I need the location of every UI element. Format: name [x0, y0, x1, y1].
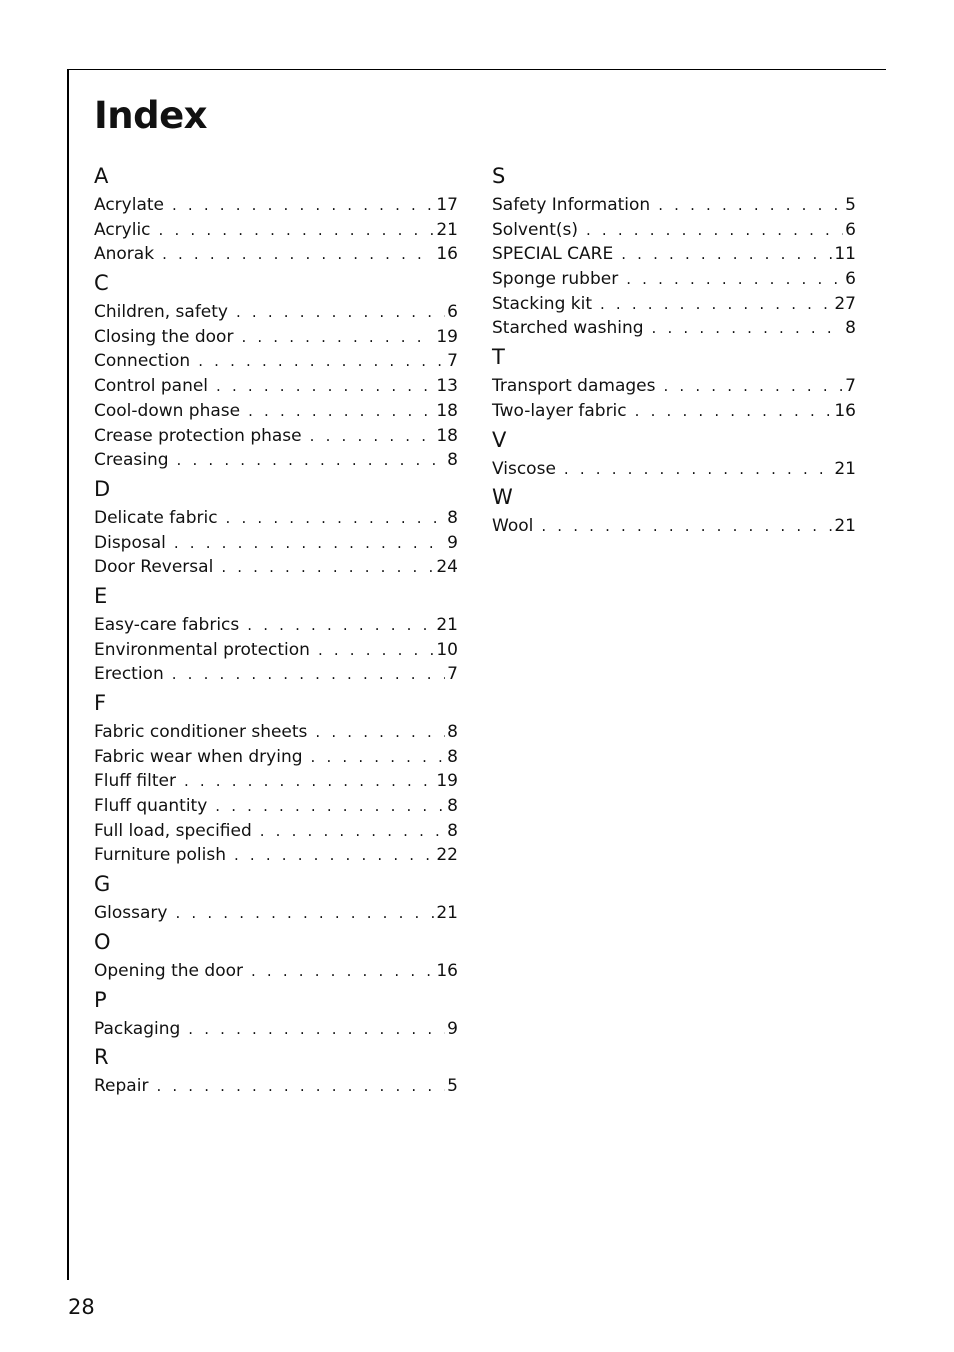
index-entry — [492, 193, 856, 218]
section-letter: F — [94, 691, 107, 715]
index-entry — [94, 638, 458, 663]
index-entry — [94, 193, 458, 218]
entry-term: Control panel — [94, 376, 209, 397]
dot-leader — [260, 819, 445, 844]
dot-leader — [172, 662, 445, 687]
index-entry — [94, 555, 458, 580]
index-section-f — [94, 691, 458, 868]
section-letter: C — [94, 271, 109, 296]
dot-leader — [221, 555, 434, 580]
entry-term: SPECIAL CARE — [492, 244, 614, 265]
dot-leader — [248, 399, 434, 424]
entry-page-number: 21 — [436, 614, 458, 635]
entry-term: Two-layer fabric — [492, 400, 627, 421]
entry-term: Transport damages — [492, 376, 656, 397]
index-section-s — [492, 164, 856, 341]
index-entry — [492, 242, 856, 267]
index-entry — [94, 901, 458, 926]
entry-term: Door Reversal — [94, 557, 214, 578]
entry-page-number: 7 — [845, 376, 856, 397]
dot-leader — [226, 506, 446, 531]
index-entry — [94, 218, 458, 243]
entry-term: Sponge rubber — [492, 269, 619, 290]
index-section-o — [94, 930, 458, 984]
index-section-g — [94, 872, 458, 926]
page-title: Index — [94, 94, 208, 137]
entry-term: Crease protection phase — [94, 425, 302, 446]
dot-leader — [652, 316, 844, 341]
entry-term: Cool-down phase — [94, 400, 241, 421]
dot-leader — [241, 325, 434, 350]
dot-leader — [177, 448, 446, 473]
dot-leader — [600, 292, 832, 317]
top-rule — [68, 69, 886, 70]
section-letter: A — [94, 164, 109, 188]
dot-leader — [188, 1017, 445, 1042]
index-entry — [94, 300, 458, 325]
dot-leader — [175, 901, 434, 926]
dot-leader — [564, 457, 832, 482]
dot-leader — [315, 720, 445, 745]
entry-page-number: 19 — [436, 326, 458, 347]
dot-leader — [318, 638, 434, 663]
entry-page-number: 5 — [447, 1076, 458, 1097]
entry-page-number: 8 — [447, 796, 458, 817]
entry-page-number: 9 — [447, 1018, 458, 1039]
dot-leader — [541, 514, 832, 539]
index-section-d — [94, 477, 458, 580]
index-entry — [94, 720, 458, 745]
entry-page-number: 18 — [436, 400, 458, 421]
dot-leader — [621, 242, 832, 267]
dot-leader — [310, 424, 435, 449]
entry-term: Viscose — [492, 458, 556, 479]
entry-page-number: 7 — [447, 351, 458, 372]
index-section-a — [94, 164, 458, 267]
entry-term: Easy-care fabrics — [94, 614, 240, 635]
index-section-e — [94, 584, 458, 687]
entry-term: Delicate fabric — [94, 507, 218, 528]
index-entry — [94, 613, 458, 638]
entry-page-number: 16 — [436, 244, 458, 265]
dot-leader — [251, 959, 434, 984]
index-entry — [94, 399, 458, 424]
index-section-w — [492, 485, 856, 539]
index-entry — [94, 843, 458, 868]
index-entry — [492, 218, 856, 243]
index-entry — [492, 457, 856, 482]
entry-term: Starched washing — [492, 318, 644, 339]
entry-page-number: 8 — [447, 507, 458, 528]
index-entry — [492, 514, 856, 539]
entry-term: Acrylate — [94, 195, 164, 215]
entry-term: Full load, specified — [94, 820, 252, 841]
entry-page-number: 17 — [436, 195, 458, 215]
entry-page-number: 9 — [447, 532, 458, 553]
entry-page-number: 7 — [447, 664, 458, 685]
index-entry — [94, 325, 458, 350]
dot-leader — [184, 769, 434, 794]
dot-leader — [626, 267, 843, 292]
entry-term: Creasing — [94, 450, 169, 471]
entry-page-number: 16 — [436, 960, 458, 981]
entry-page-number: 8 — [447, 450, 458, 471]
entry-term: Environmental protection — [94, 639, 310, 660]
entry-page-number: 6 — [845, 219, 856, 240]
entry-page-number: 10 — [436, 639, 458, 660]
entry-page-number: 21 — [436, 903, 458, 924]
index-entry — [94, 662, 458, 687]
entry-page-number: 21 — [834, 458, 856, 479]
entry-term: Glossary — [94, 903, 168, 924]
section-letter: E — [94, 583, 108, 608]
entry-term: Children, safety — [94, 302, 228, 323]
section-letter: P — [94, 987, 107, 1012]
entry-term: Wool — [492, 516, 534, 537]
section-letter: G — [94, 872, 111, 897]
dot-leader — [216, 374, 434, 399]
index-section-t — [492, 345, 856, 423]
entry-page-number: 27 — [834, 293, 856, 314]
entry-term: Fluff quantity — [94, 796, 208, 817]
entry-page-number: 21 — [436, 219, 458, 240]
entry-page-number: 8 — [447, 722, 458, 742]
dot-leader — [174, 531, 445, 556]
entry-page-number: 13 — [436, 376, 458, 397]
entry-page-number: 5 — [845, 195, 856, 215]
entry-term: Erection — [94, 664, 164, 685]
entry-term: Repair — [94, 1076, 149, 1097]
entry-term: Connection — [94, 351, 191, 372]
entry-page-number: 11 — [834, 244, 856, 265]
section-letter: T — [492, 345, 505, 370]
index-entry — [94, 448, 458, 473]
dot-leader — [663, 374, 843, 399]
index-entry — [94, 1017, 458, 1042]
dot-leader — [162, 242, 434, 267]
entry-page-number: 18 — [436, 425, 458, 446]
dot-leader — [215, 794, 445, 819]
index-section-r — [94, 1045, 458, 1099]
index-entry — [492, 267, 856, 292]
entry-term: Disposal — [94, 532, 166, 553]
index-entry — [94, 424, 458, 449]
dot-leader — [234, 843, 434, 868]
entry-page-number: 8 — [447, 746, 458, 767]
entry-page-number: 22 — [436, 845, 458, 866]
entry-term: Opening the door — [94, 960, 243, 981]
index-entry — [94, 794, 458, 819]
dot-leader — [172, 193, 434, 218]
index-entry — [94, 1074, 458, 1099]
entry-term: Anorak — [94, 244, 155, 265]
entry-term: Acrylic — [94, 219, 151, 240]
index-entry — [94, 506, 458, 531]
index-entry — [492, 316, 856, 341]
section-letter: R — [94, 1045, 109, 1070]
dot-leader — [635, 399, 833, 424]
section-letter: D — [94, 476, 111, 501]
section-letter: O — [94, 929, 111, 954]
left-margin-rule — [67, 69, 69, 1280]
index-entry — [94, 531, 458, 556]
entry-page-number: 24 — [436, 557, 458, 578]
index-entry — [94, 349, 458, 374]
index-entry — [94, 959, 458, 984]
index-section-v — [492, 428, 856, 482]
entry-term: Closing the door — [94, 326, 234, 347]
entry-term: Fabric wear when drying — [94, 746, 303, 767]
index-column-right — [492, 160, 856, 539]
entry-term: Fabric conditioner sheets — [94, 722, 308, 742]
entry-page-number: 6 — [447, 302, 458, 323]
dot-leader — [156, 1074, 445, 1099]
entry-term: Stacking kit — [492, 293, 592, 314]
entry-page-number: 21 — [834, 516, 856, 537]
dot-leader — [236, 300, 445, 325]
index-entry — [94, 242, 458, 267]
index-entry — [94, 819, 458, 844]
index-section-c — [94, 271, 458, 473]
entry-page-number: 19 — [436, 771, 458, 792]
index-column-left — [94, 160, 458, 1099]
dot-leader — [159, 218, 435, 243]
dot-leader — [586, 218, 843, 243]
entry-page-number: 6 — [845, 269, 856, 290]
dot-leader — [198, 349, 445, 374]
dot-leader — [658, 193, 843, 218]
entry-page-number: 8 — [447, 820, 458, 841]
entry-page-number: 8 — [845, 318, 856, 339]
entry-term: Fluff filter — [94, 771, 176, 792]
index-entry — [94, 745, 458, 770]
page-number: 28 — [68, 1295, 95, 1319]
entry-term: Furniture polish — [94, 845, 226, 866]
index-entry — [492, 292, 856, 317]
index-entry — [492, 399, 856, 424]
section-letter: W — [492, 485, 513, 510]
index-entry — [94, 769, 458, 794]
section-letter: V — [492, 427, 507, 452]
entry-page-number: 16 — [834, 400, 856, 421]
dot-leader — [311, 745, 446, 770]
index-section-p — [94, 988, 458, 1042]
entry-term: Packaging — [94, 1018, 181, 1039]
section-letter: S — [492, 164, 506, 188]
dot-leader — [247, 613, 434, 638]
entry-term: Safety Information — [492, 195, 651, 215]
index-entry — [94, 374, 458, 399]
index-entry — [492, 374, 856, 399]
entry-term: Solvent(s) — [492, 219, 578, 240]
